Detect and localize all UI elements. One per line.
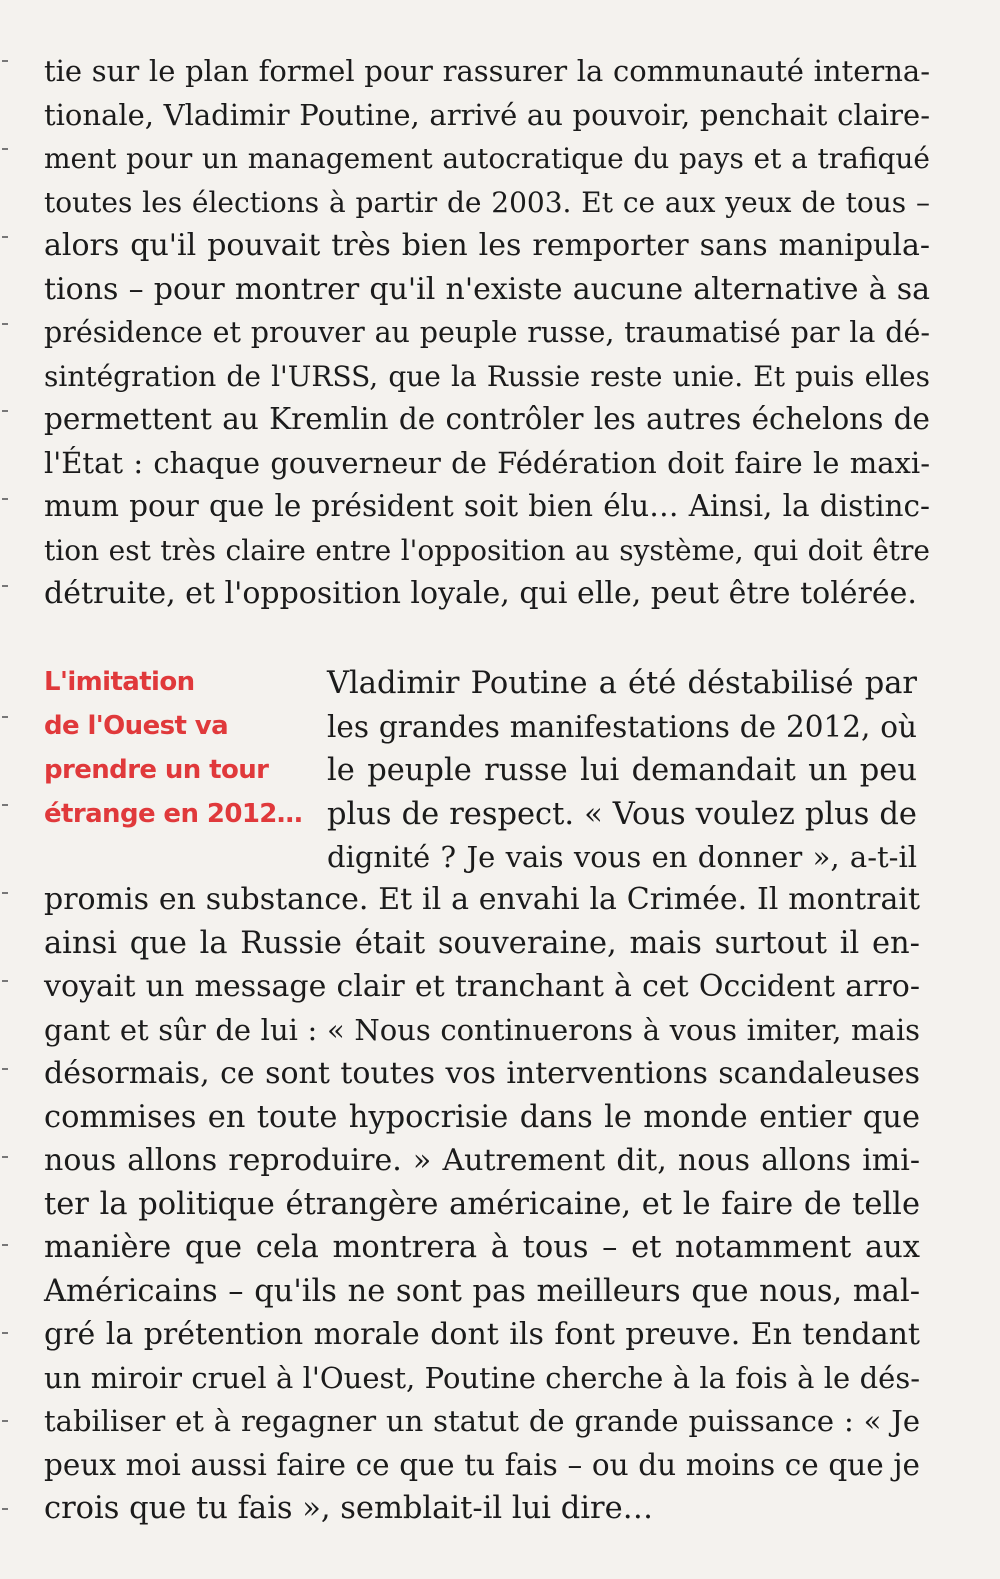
pull-quote-line: étrange en 2012…	[44, 799, 303, 829]
margin-mark	[2, 148, 8, 150]
paragraph-2-narrow	[327, 662, 917, 880]
margin-mark	[2, 60, 8, 62]
text-line: le peuple russe lui demandait un peu	[327, 753, 917, 788]
text-line: ment pour un management autocratique du pays et a trafiqué	[44, 142, 930, 175]
margin-mark	[2, 716, 8, 718]
text-line: désormais, ce sont toutes vos interventions scandaleuses	[44, 1056, 920, 1091]
text-line: l'État : chaque gouverneur de Fédération doit faire le maxi-	[44, 445, 930, 480]
margin-mark	[2, 323, 8, 325]
text-line: dignité ? Je vais vous en donner », a-t-il	[327, 840, 917, 874]
text-line: détruite, et l'opposition loyale, qui elle, peut être tolérée.	[44, 576, 917, 611]
text-line: manière que cela montrera à tous – et notamment aux	[44, 1230, 920, 1265]
text-line: permettent au Kremlin de contrôler les autres échelons de	[44, 402, 930, 436]
pull-quote-line: prendre un tour	[44, 755, 269, 785]
text-line: peux moi aussi faire ce que tu fais – ou du moins ce que je	[44, 1447, 920, 1482]
text-line: toutes les élections à partir de 2003. Et ce aux yeux de tous –	[44, 185, 930, 219]
text-line: tionale, Vladimir Poutine, arrivé au pouvoir, penchait claire-	[44, 97, 930, 132]
text-line: nous allons reproduire. » Autrement dit, nous allons imi-	[44, 1143, 920, 1178]
margin-mark	[2, 1156, 8, 1158]
text-line: les grandes manifestations de 2012, où	[327, 709, 917, 744]
pull-quote-line: de l'Ouest va	[44, 711, 229, 741]
text-line: mum pour que le président soit bien élu… Ainsi, la distinc-	[44, 489, 930, 523]
text-line: gré la prétention morale dont ils font preuve. En tendant	[44, 1317, 920, 1352]
text-line: crois que tu fais », semblait-il lui dire…	[44, 1491, 654, 1526]
margin-mark	[2, 1244, 8, 1246]
pull-quote	[44, 660, 314, 836]
margin-marks	[0, 40, 14, 1560]
margin-mark	[2, 804, 8, 806]
text-line: tions – pour montrer qu'il n'existe aucune alternative à sa	[44, 271, 930, 307]
paragraph-2-wide	[44, 878, 920, 1531]
text-line: tion est très claire entre l'opposition au système, qui doit être	[44, 533, 930, 567]
margin-mark	[2, 1332, 8, 1334]
text-line: voyait un message clair et tranchant à cet Occident arro-	[44, 969, 920, 1004]
text-line: gant et sûr de lui : « Nous continuerons à vous imiter, mais	[44, 1012, 920, 1047]
text-line: sintégration de l'URSS, que la Russie reste unie. Et puis elles	[44, 359, 930, 393]
text-line: promis en substance. Et il a envahi la Crimée. Il montrait	[44, 882, 920, 917]
text-line: plus de respect. « Vous voulez plus de	[327, 796, 917, 832]
margin-mark	[2, 1420, 8, 1422]
margin-mark	[2, 1508, 8, 1510]
text-line: ter la politique étrangère américaine, et le faire de telle	[44, 1186, 920, 1222]
text-line: commises en toute hypocrisie dans le monde entier que	[44, 1099, 920, 1135]
margin-mark	[2, 498, 8, 500]
margin-mark	[2, 980, 8, 982]
margin-mark	[2, 236, 8, 238]
text-line: ainsi que la Russie était souveraine, mais surtout il en-	[44, 925, 920, 961]
text-line: présidence et prouver au peuple russe, traumatisé par la dé-	[44, 316, 930, 349]
text-line: alors qu'il pouvait très bien les remporter sans manipula-	[44, 228, 930, 263]
margin-mark	[2, 1068, 8, 1070]
text-line: tabiliser et à regagner un statut de grande puissance : « Je	[44, 1404, 920, 1438]
text-line: un miroir cruel à l'Ouest, Poutine cherche à la fois à le dés-	[44, 1360, 920, 1395]
margin-mark	[2, 892, 8, 894]
margin-mark	[2, 585, 8, 587]
paragraph-1	[44, 50, 930, 616]
pull-quote-line: L'imitation	[44, 667, 195, 697]
text-line: Vladimir Poutine a été déstabilisé par	[327, 666, 917, 701]
text-line: Américains – qu'ils ne sont pas meilleurs que nous, mal-	[44, 1273, 920, 1309]
text-line: tie sur le plan formel pour rassurer la communauté interna-	[44, 54, 930, 88]
margin-mark	[2, 410, 8, 412]
